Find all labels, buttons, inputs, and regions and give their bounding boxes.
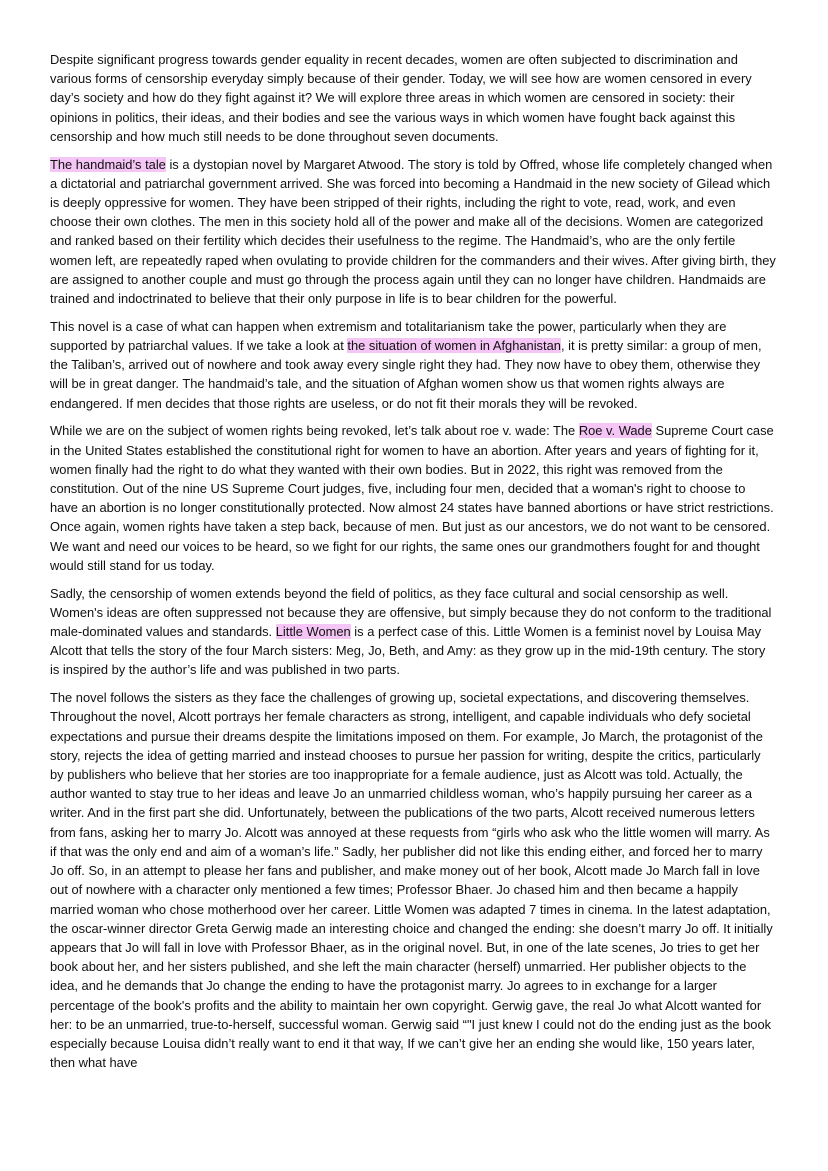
paragraph-text: Sadly, the censorship of women extends beyond the field of politics, as they face cultural and social censorship as well. Women's ideas are often suppressed not because they are offensive, but simply because they do not conform to the traditional male-dominated values and standards. bbox=[50, 585, 772, 640]
paragraph-text: Supreme Court case in the United States established the constitutional right for women to have an abortion. After years and years of fighting for it, women finally had the right to do what they wanted with their own bodies. But in 2022, this right was removed from the constitution. Out of the nine US Supreme Court judges, five, including four men, decided that a woman's right to choose to have an abortion is no longer constitutionally protected. Now almost 24 states have banned abortions or have strict restrictions. Once again, women rights have taken a step back, because of men. But just as our ancestors, we do not want to be censored. We want and need our voices to be heard, so we fight for our rights, the same ones our grandmothers fought for and thought would still stand for us today. bbox=[50, 423, 774, 573]
paragraph-little-women bbox=[50, 584, 776, 680]
highlight-afghanistan: the situation of women in Afghanistan bbox=[347, 338, 561, 354]
paragraph-intro: Despite significant progress towards gender equality in recent decades, women are often subjected to discrimination and various forms of censorship everyday simply because of their gender. Today, we will see how are women censored in every day’s society and how do they fight against it? We will explore three areas in which women are censored in society: their opinions in politics, their ideas, and their bodies and see the various ways in which women have fought back against this censorship and how much still needs to be done throughout seven documents. bbox=[50, 52, 752, 144]
paragraph-text: This novel is a case of what can happen when extremism and totalitarianism take the power, particularly when they are supported by patriarchal values. If we take a look at bbox=[50, 318, 727, 354]
paragraph-afghanistan bbox=[50, 317, 776, 413]
paragraph-text: While we are on the subject of women rights being revoked, let’s talk about roe v. wade: The bbox=[50, 423, 579, 439]
paragraph-handmaids-tale bbox=[50, 155, 776, 309]
highlight-little-women: Little Women bbox=[275, 624, 351, 640]
paragraph-roe-v-wade bbox=[50, 421, 776, 575]
highlight-roe-v-wade: Roe v. Wade bbox=[578, 423, 652, 439]
paragraph-text: is a perfect case of this. Little Women is a feminist novel by Louisa May Alcott that tells the story of the four March sisters: Meg, Jo, Beth, and Amy: as they grow up in the mid-19th century. The story is inspired by the author’s life and was published in two parts. bbox=[50, 624, 766, 678]
paragraph-text: is a dystopian novel by Margaret Atwood. The story is told by Offred, whose life completely changed when a dictatorial and patriarchal government arrived. She was forced into becoming a Handmaid in the new society of Gilead which is deeply oppressive for women. They have been stripped of their rights, including the right to vote, read, work, and even choose their own clothes. The men in this society hold all of the power and make all of the decisions. Women are categorized and ranked based on their fertility which decides their usefulness to the regime. The Handmaid’s, who are the only fertile women left, are repeatedly raped when ovulating to provide children for the commanders and their wives. After giving birth, they are assigned to another couple and must go through the process again until they can no longer have children. Handmaids are trained and indoctrinated to believe that their only purpose in life is to bear children for the powerful. bbox=[50, 156, 776, 307]
highlight-handmaids-tale: The handmaid’s tale bbox=[50, 156, 166, 172]
paragraph-novel-analysis: The novel follows the sisters as they face the challenges of growing up, societal expectations, and discovering themselves. Throughout the novel, Alcott portrays her female characters as strong, intelligent, and capable individuals who defy societal expectations and pursue their dreams despite the limitations imposed on them. For example, Jo March, the protagonist of the story, rejects the idea of getting married and instead chooses to pursue her passion for writing, despite the critics, particularly by publishers who believe that her stories are too inappropriate for a female audience, just as Alcott was told. Actually, the author wanted to stay true to her ideas and leave Jo an unmarried childless woman, who’s happily pursuing her career as a writer. And in the first part she did. Unfortunately, between the publications of the two parts, Alcott received numerous letters from fans, asking her to marry Jo. Alcott was annoyed at these requests from “girls who ask who the little women will marry. As if that was the only end and aim of a woman’s life.” Sadly, her publisher did not like this ending either, and forced her to marry Jo off. So, in an attempt to please her fans and publisher, and make money out of her book, Alcott made Jo March fall in love out of nowhere with a character only mentioned a few times; Professor Bhaer. Jo chased him and then became a happily married woman who chose motherhood over her career. Little Women was adapted 7 times in cinema. In the latest adaptation, the oscar-winner director Greta Gerwig made an interesting choice and changed the ending: she doesn’t marry Jo off. It initially appears that Jo will fall in love with Professor Bhaer, as in the original novel. But, in one of the late scenes, Jo tries to get her book about her, and her sisters published, and she left the main character (herself) unmarried. Her publisher objects to the idea, and he demands that Jo change the ending to have the protagonist marry. Jo agrees to in exchange for a larger percentage of the book's profits and the ability to maintain her own copyright. Gerwig gave, the real Jo what Alcott wanted for her: to be an unmarried, true-to-herself, successful woman. Gerwig said “"I just knew I could not do the ending just as the book especially because Louisa didn’t really want to end it that way, If we can’t give her an ending she would like, 150 years later, then what have bbox=[50, 690, 773, 1071]
document-page bbox=[50, 50, 776, 1081]
paragraph-text: , it is pretty similar: a group of men, the Taliban’s, arrived out of nowhere and took away every single right they had. They now have to obey them, otherwise they will be in great danger. The handmaid’s tale, and the situation of Afghan women show us that women rights always are endangered. If men decides that those rights are useless, or do not fit their morals they will be revoked. bbox=[50, 338, 762, 411]
